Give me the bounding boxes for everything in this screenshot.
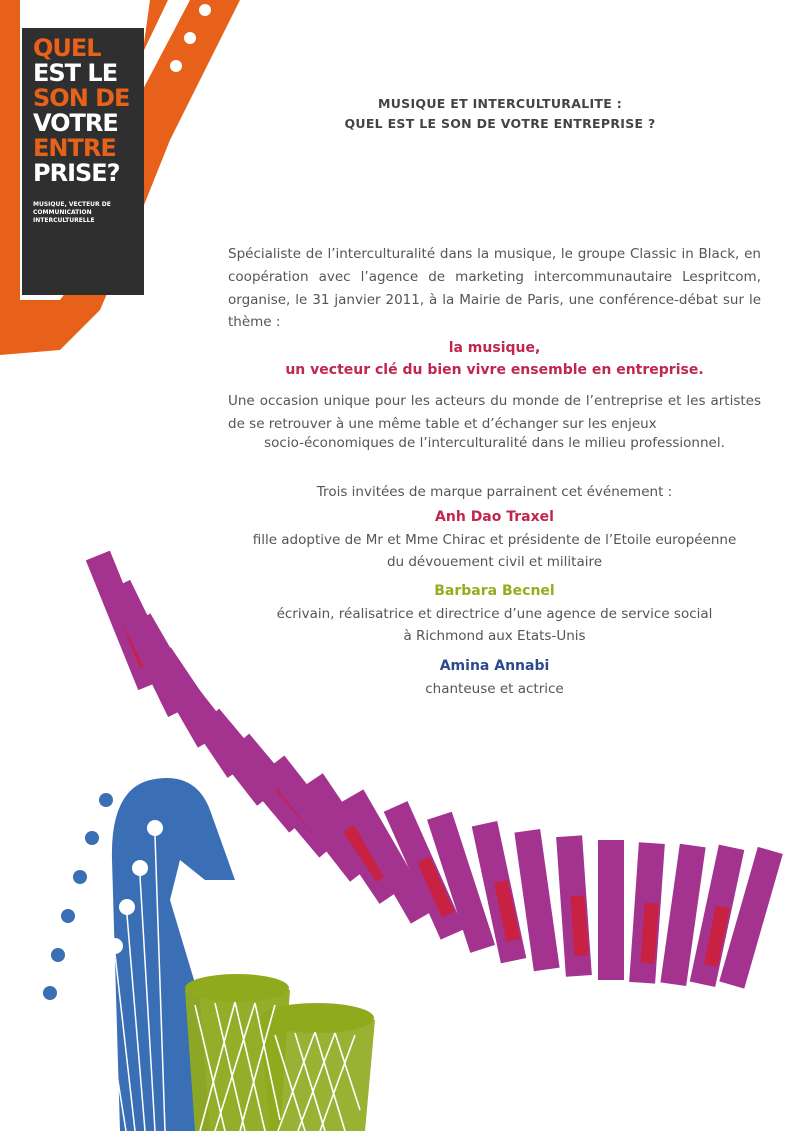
piano-key (598, 840, 624, 980)
guests-intro: Trois invitées de marque parrainent cet événement : (316, 484, 673, 500)
occasion-paragraph: Une occasion unique pour les acteurs du monde de l’entreprise et les artistes de se retrouver à une même table et d’échanger sur les enjeux (228, 393, 761, 432)
occasion-paragraph-end: socio-économiques de l’interculturalité dans le milieu professionnel. (264, 435, 725, 451)
guest-name-2: Barbara Becnel (434, 583, 555, 599)
event-logo (22, 28, 144, 295)
piano-key (556, 835, 592, 976)
drums-illustration (185, 974, 375, 1131)
logo-subtitle: MUSIQUE, VECTEUR DE COMMUNICATION INTERCULTURELLE (33, 201, 111, 224)
logo-line-5: ENTRE (33, 134, 116, 162)
logo-line-2: EST LE (33, 59, 118, 87)
guest-name-1: Anh Dao Traxel (435, 509, 554, 525)
guest-description-1a: fille adoptive de Mr et Mme Chirac et présidente de l’Etoile européenne (252, 532, 737, 548)
logo-line-3: SON DE (33, 84, 130, 112)
theme-line-2: un vecteur clé du bien vivre ensemble en entreprise. (285, 362, 704, 378)
headline-line-2: QUEL EST LE SON DE VOTRE ENTREPRISE ? (344, 116, 656, 131)
logo-line-1: QUEL (33, 34, 101, 62)
guest-name-3: Amina Annabi (439, 658, 550, 674)
logo-line-4: VOTRE (33, 109, 118, 137)
guest-description-2b: à Richmond aux Etats-Unis (403, 628, 586, 644)
piano-key (629, 842, 665, 983)
guest-description-3: chanteuse et actrice (425, 681, 564, 697)
guest-description-2a: écrivain, réalisatrice et directrice d’une agence de service social (276, 606, 713, 622)
guest-description-1b: du dévouement civil et militaire (386, 554, 603, 570)
headline-line-1: MUSIQUE ET INTERCULTURALITE : (377, 96, 623, 111)
intro-paragraph: Spécialiste de l’interculturalité dans la musique, le groupe Classic in Black, en coopération avec l’agence de marketing intercommunautaire Lespritcom, organise, le 31 janvier 2011, à la Mairie de Paris, une conférence-débat sur le thème : (228, 246, 761, 331)
theme-line-1: la musique, (448, 340, 541, 356)
logo-line-6: PRISE? (33, 159, 120, 187)
